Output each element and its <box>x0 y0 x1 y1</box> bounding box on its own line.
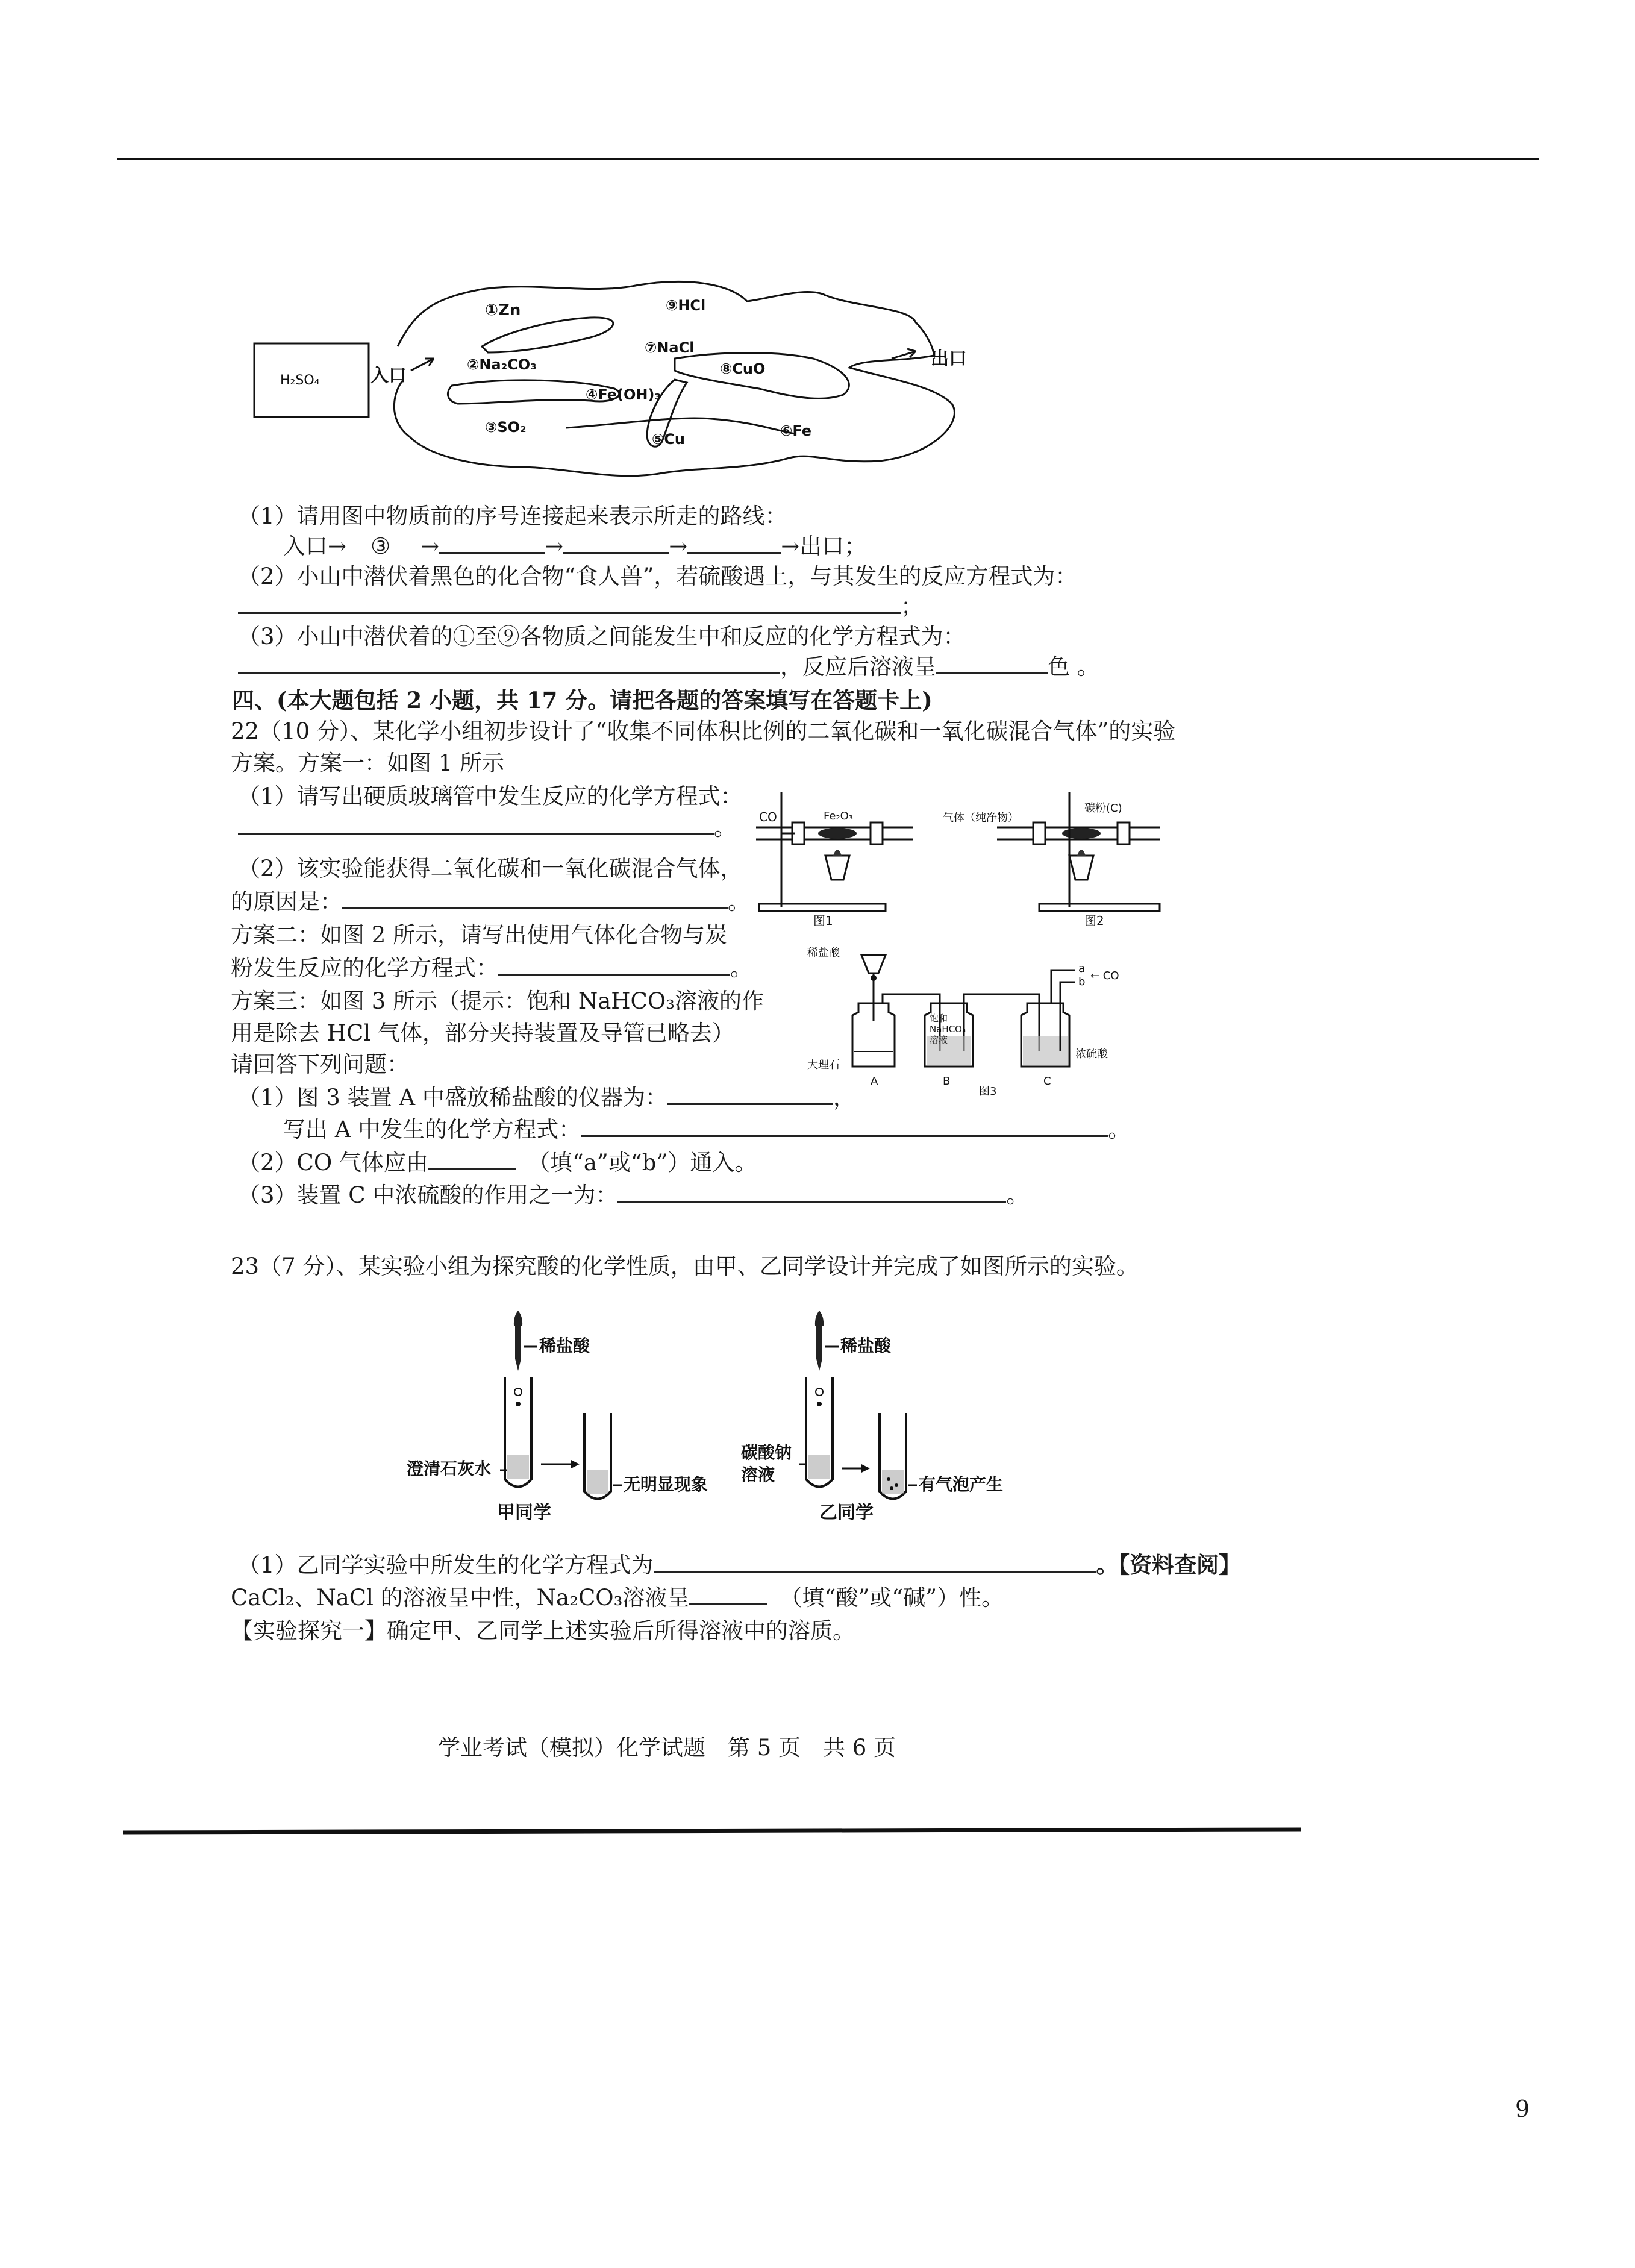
fig3-nahco3-label: 饱和 NaHCO₃ 溶液 <box>930 1013 966 1045</box>
q22-a2-answer: 的原因是： 。 <box>231 889 750 915</box>
h2so4-use-blank[interactable] <box>617 1183 1006 1203</box>
limewater-label: 澄清石灰水 <box>407 1459 492 1479</box>
fig2-carbon-label: 碳粉(C) <box>1084 802 1122 815</box>
item-nacl: ⑦NaCl <box>645 339 695 356</box>
island-1 <box>482 318 613 352</box>
path-blank-2[interactable] <box>563 534 669 554</box>
figure-1-2 <box>756 780 1166 928</box>
exit-label: 出口 <box>931 348 967 369</box>
q22-plan2: 方案二：如图 2 所示，请写出使用气体化合物与炭 <box>231 922 728 948</box>
fe2o3-eq-blank[interactable] <box>238 815 714 835</box>
fig3-acid-label: 稀盐酸 <box>807 947 840 959</box>
q22-d2: （2）CO 气体应由 （填“a”或“b”）通入。 <box>238 1150 757 1176</box>
fig3-co-label: ← CO <box>1090 970 1119 982</box>
q22-plan2-answer: 粉发生反应的化学方程式： 。 <box>231 955 752 981</box>
q22-intro-2: 方案。方案一：如图 1 所示 <box>231 750 505 776</box>
acid-label-2: 稀盐酸 <box>840 1336 892 1356</box>
no-effect-label: 无明显现象 <box>624 1474 708 1494</box>
q22-d1: （1）图 3 装置 A 中盛放稀盐酸的仪器为： ， <box>238 1085 855 1111</box>
fig3-label: 图3 <box>979 1085 997 1098</box>
fig2-label: 图2 <box>1084 913 1104 928</box>
eq-blank-1[interactable] <box>238 594 901 614</box>
q22-plan3-2: 用是除去 HCl 气体，部分夹持装置及导管已略去） <box>231 1020 734 1046</box>
a-eq-blank[interactable] <box>581 1117 1108 1137</box>
q21-part2-answer: ； <box>238 594 923 620</box>
item-zn: ①Zn <box>485 301 521 319</box>
fig3-a-label: a <box>1078 962 1086 975</box>
na2co3-label-1: 碳酸钠 <box>741 1443 792 1462</box>
acid-base-blank[interactable] <box>689 1585 767 1605</box>
figure-3 <box>807 937 1121 1100</box>
top-rule <box>117 158 1539 160</box>
entrance-label: 入口 <box>370 365 407 386</box>
path-blank-3[interactable] <box>687 534 781 554</box>
q22-a1-answer: 。 <box>238 815 736 841</box>
item-feoh3: ④Fe(OH)₃ <box>586 386 661 403</box>
q23-a2: CaCl₂、NaCl 的溶液呈中性，Na₂CO₃溶液呈 （填“酸”或“碱”）性。 <box>231 1585 1004 1611</box>
fig2-gas-label: 气体（纯净物） <box>943 812 1019 824</box>
fig3-A-label: A <box>871 1075 878 1088</box>
item-fe: ⑥Fe <box>780 422 812 439</box>
q21-part3-answer: ，反应后溶液呈 色 。 <box>238 654 1099 680</box>
q22-d1b: 写出 A 中发生的化学方程式： 。 <box>283 1117 1131 1142</box>
fig1-fe2o3-label: Fe₂O₃ <box>824 810 854 822</box>
fig3-B-label: B <box>943 1075 951 1088</box>
q21-path-line: 入口→ ③ → → → →出口； <box>283 533 867 559</box>
q22-plan3-1: 方案三：如图 3 所示（提示：饱和 NaHCO₃溶液的作 <box>231 988 764 1014</box>
item-so2: ③SO₂ <box>485 419 527 436</box>
fig3-stone-label: 大理石 <box>807 1059 840 1071</box>
q22-a2: （2）该实验能获得二氧化碳和一氧化碳混合气体， <box>238 856 743 882</box>
q21-part1: （1）请用图中物质前的序号连接起来表示所走的路线： <box>238 503 787 529</box>
q22-plan3-3: 请回答下列问题： <box>231 1051 409 1077</box>
h2so4-label: H₂SO₄ <box>280 373 320 388</box>
page-footer: 学业考试（模拟）化学试题 第 5 页 共 6 页 <box>437 1735 896 1761</box>
carbon-eq-blank[interactable] <box>498 956 730 976</box>
na2co3-label-2: 溶液 <box>741 1465 775 1485</box>
student-2-label: 乙同学 <box>819 1502 874 1523</box>
color-blank[interactable] <box>936 654 1048 674</box>
q22-d3: （3）装置 C 中浓硫酸的作用之一为： 。 <box>238 1182 1029 1208</box>
item-hcl: ⑨HCl <box>666 297 706 314</box>
fig3-C-label: C <box>1043 1075 1051 1088</box>
q21-part2: （2）小山中潜伏着黑色的化合物“食人兽”，若硫酸遇上，与其发生的反应方程式为： <box>238 563 1078 589</box>
q22-intro-1: 22（10 分）、某化学小组初步设计了“收集不同体积比例的二氧化碳和一氧化碳混合气体”的实验 <box>231 718 1176 744</box>
q23-diagram <box>404 1311 1072 1533</box>
student-1-label: 甲同学 <box>497 1502 551 1523</box>
q22-a1: （1）请写出硬质玻璃管中发生反应的化学方程式： <box>238 783 743 809</box>
eq-blank-2[interactable] <box>238 654 780 674</box>
bottom-rule <box>123 1827 1301 1834</box>
inlet-blank[interactable] <box>428 1150 516 1170</box>
acid-label-1: 稀盐酸 <box>539 1336 590 1356</box>
item-cuo: ⑧CuO <box>720 360 766 377</box>
section-4-heading: 四、(本大题包括 2 小题，共 17 分。请把各题的答案填写在答题卡上) <box>232 687 933 713</box>
fig1-co-label: CO <box>759 810 777 824</box>
item-na2co3: ②Na₂CO₃ <box>467 356 537 373</box>
path-blank-1[interactable] <box>439 534 545 554</box>
q21-part3: （3）小山中潜伏着的①至⑨各物质之间能发生中和反应的化学方程式为： <box>238 624 966 650</box>
page-number: 9 <box>1515 2096 1530 2122</box>
fig3-h2so4-label: 浓硫酸 <box>1075 1048 1108 1060</box>
maze-diagram <box>253 274 994 491</box>
na2co3-eq-blank[interactable] <box>654 1553 1096 1573</box>
q23-a3: 【实验探究一】确定甲、乙同学上述实验后所得溶液中的溶质。 <box>231 1618 855 1644</box>
q23-intro: 23（7 分）、某实验小组为探究酸的化学性质，由甲、乙同学设计并完成了如图所示的实验。 <box>231 1253 1139 1279</box>
fig1-label: 图1 <box>813 913 833 928</box>
reason-blank[interactable] <box>342 889 728 909</box>
q23-a1: （1）乙同学实验中所发生的化学方程式为 。【资料查阅】 <box>238 1552 1242 1578</box>
fig3-b-label: b <box>1078 976 1086 988</box>
bubbles-label: 有气泡产生 <box>919 1474 1004 1494</box>
item-cu: ⑤Cu <box>652 431 686 448</box>
